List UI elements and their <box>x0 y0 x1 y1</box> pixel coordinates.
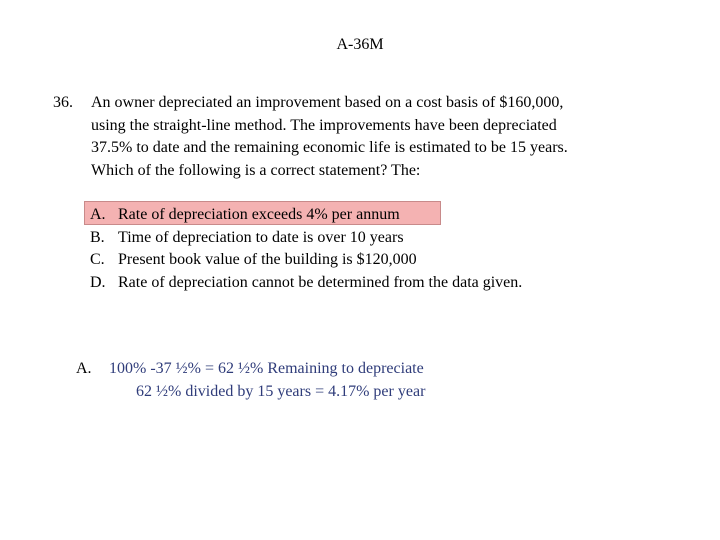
slide-title: A-36M <box>336 36 384 53</box>
question-line: An owner depreciated an improvement based on a cost basis of $160,000, <box>91 94 564 111</box>
question-line: using the straight-line method. The improvements have been depreciated <box>91 116 557 134</box>
answer-options <box>90 204 690 294</box>
question-line: 37.5% to date and the remaining economic life is estimated to be 15 years. <box>91 139 568 156</box>
option-text: Rate of depreciation exceeds 4% per annum <box>118 206 400 223</box>
option-letter: D. <box>90 273 106 291</box>
question-number: 36. <box>53 94 73 111</box>
option-letter: B. <box>90 228 105 246</box>
option-a <box>90 204 690 227</box>
option-text: Time of depreciation to date is over 10 years <box>118 228 404 246</box>
option-text: Rate of depreciation cannot be determined from the data given. <box>118 273 523 291</box>
option-b <box>90 227 690 250</box>
option-d <box>90 272 690 295</box>
option-letter: A. <box>90 206 106 223</box>
answer-line: 62 ½% divided by 15 years = 4.17% per year <box>136 382 426 400</box>
question-line: Which of the following is a correct statement? The: <box>91 161 421 179</box>
option-c <box>90 249 690 272</box>
option-letter: C. <box>90 251 105 268</box>
answer-line: 100% -37 ½% = 62 ½% Remaining to depreciate <box>109 360 424 377</box>
option-text: Present book value of the building is $120,000 <box>118 251 417 268</box>
answer-letter: A. <box>76 360 92 377</box>
